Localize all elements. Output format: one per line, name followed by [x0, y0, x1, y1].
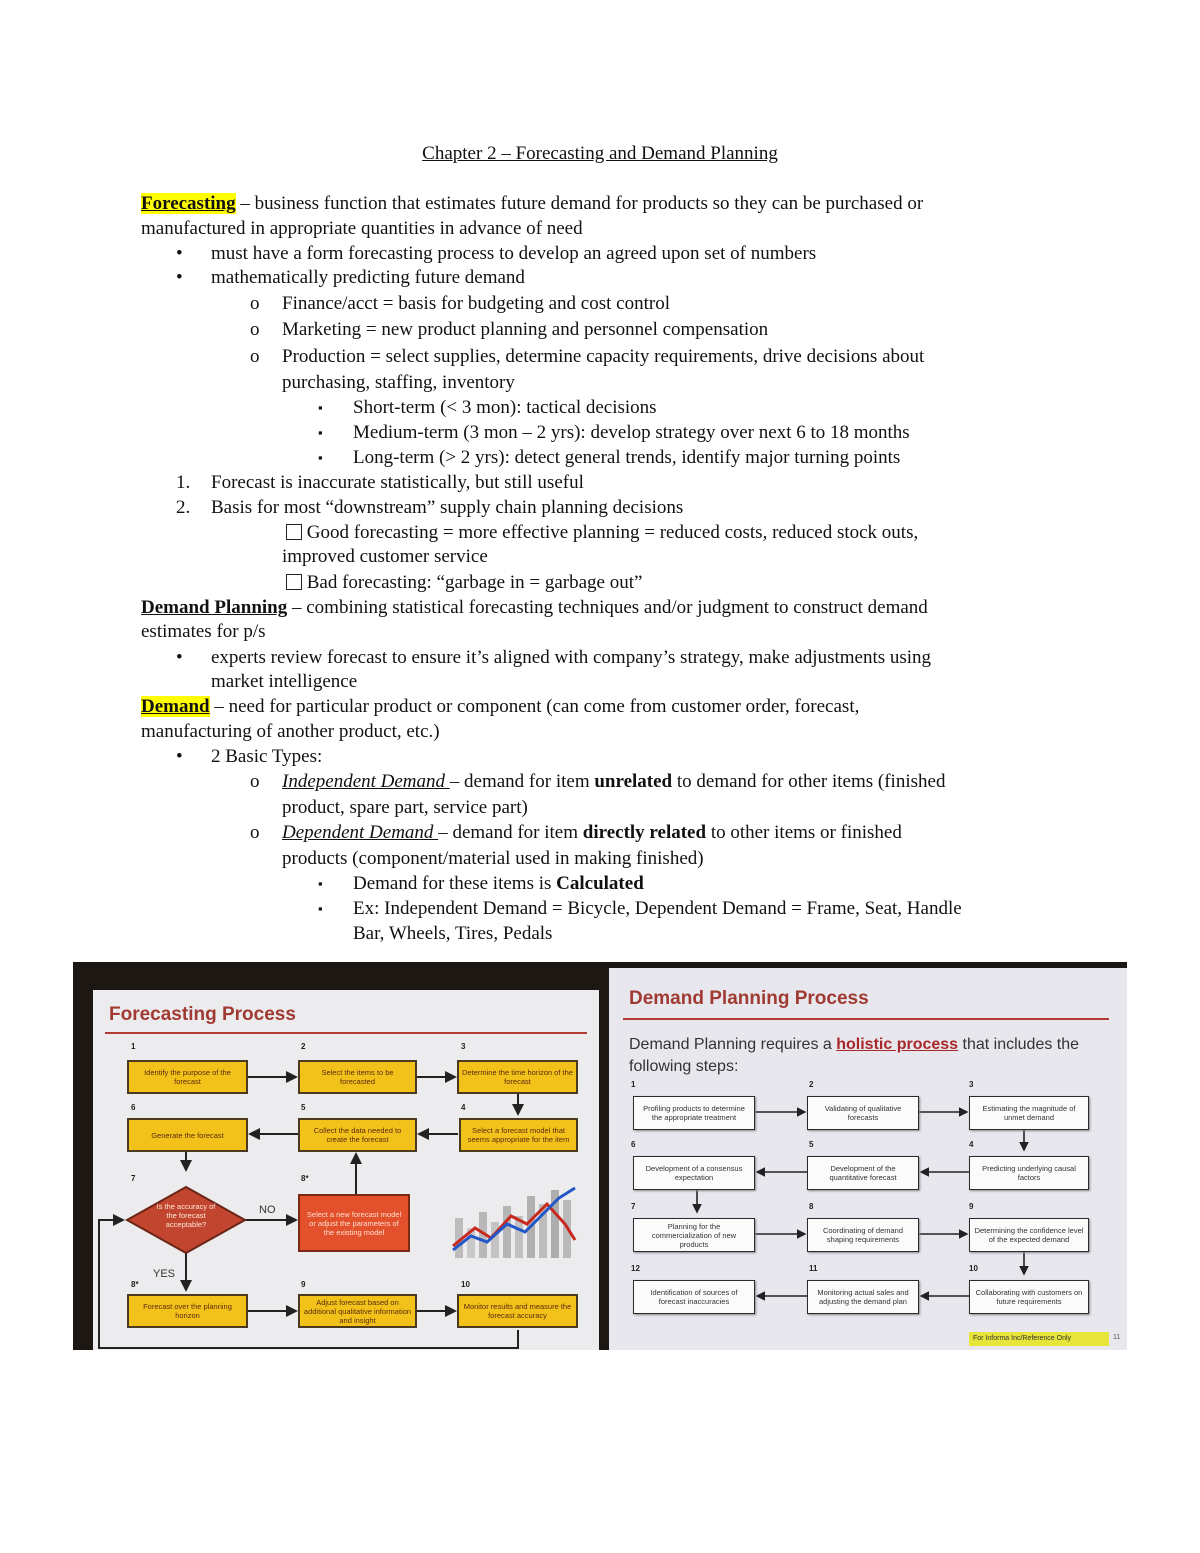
step-box-10: Monitor results and measure the forecast accuracy: [457, 1294, 578, 1328]
step-number: 6: [631, 1140, 636, 1149]
note-good-forecasting-cont: improved customer service: [282, 546, 488, 567]
demand-step-5: Development of the quantitative forecast: [807, 1156, 919, 1190]
bullet-disc: •: [176, 647, 183, 668]
forecasting-term-medium: Medium-term (3 mon – 2 yrs): develop strategy over next 6 to 18 months: [353, 422, 910, 443]
forecasting-sub-2: Marketing = new product planning and personnel compensation: [282, 319, 769, 340]
step-box-4: Select a forecast model that seems appropriate for the item: [459, 1118, 578, 1152]
forecasting-sub-3: Production = select supplies, determine capacity requirements, drive decisions about: [282, 346, 925, 367]
bullet-square: ▪: [318, 400, 323, 415]
forecasting-bullet-2: mathematically predicting future demand: [211, 267, 525, 288]
numbered-marker: 1.: [176, 472, 191, 493]
note-bad-forecasting: Bad forecasting: “garbage in = garbage out”: [286, 571, 642, 595]
forecasting-term: Forecasting: [141, 193, 236, 214]
demand-step-6: Development of a consensus expectation: [633, 1156, 755, 1190]
step-box-5: Collect the data needed to create the forecast: [298, 1118, 417, 1152]
step-number: 9: [301, 1280, 306, 1289]
numbered-marker: 2.: [176, 497, 191, 518]
step-number: 8*: [301, 1174, 309, 1183]
bullet-circle: o: [250, 293, 260, 314]
note-good-forecasting: Good forecasting = more effective planning = reduced costs, reduced stock outs,: [286, 521, 918, 545]
step-number: 7: [631, 1202, 636, 1211]
forecasting-slide-title: Forecasting Process: [109, 1004, 296, 1025]
example-line-cont: Bar, Wheels, Tires, Pedals: [353, 923, 553, 944]
forecasting-definition-cont: manufactured in appropriate quantities in advance of need: [141, 218, 583, 239]
step-number: 5: [809, 1140, 814, 1149]
no-label: NO: [259, 1204, 276, 1216]
yes-label: YES: [153, 1268, 176, 1280]
step-number: 11: [809, 1264, 818, 1273]
demand-step-2: Validating of qualitative forecasts: [807, 1096, 919, 1130]
demand-step-12: Identification of sources of forecast inaccuracies: [633, 1280, 755, 1314]
step-number: 3: [461, 1042, 466, 1051]
demand-definition-cont: manufacturing of another product, etc.): [141, 721, 440, 742]
slide-photos: [73, 962, 1127, 1350]
step-number: 8: [809, 1202, 814, 1211]
numbered-item-1: Forecast is inaccurate statistically, but still useful: [211, 472, 584, 493]
step-number: 5: [301, 1103, 306, 1112]
demand-step-11: Monitoring actual sales and adjusting the demand plan: [807, 1280, 919, 1314]
missing-glyph-icon: [286, 524, 302, 540]
slide-page-number: 11: [1113, 1334, 1121, 1341]
step-box-6: Generate the forecast: [127, 1118, 248, 1152]
demand-slide-title: Demand Planning Process: [629, 988, 869, 1009]
step-box-2: Select the items to be forecasted: [298, 1060, 417, 1094]
demand-planning-term: Demand Planning: [141, 597, 288, 618]
step-number: 2: [809, 1080, 814, 1089]
step-number: 8*: [131, 1280, 139, 1289]
bullet-square: ▪: [318, 450, 323, 465]
demand-step-10: Collaborating with customers on future requirements: [969, 1280, 1089, 1314]
demand-planning-bullet: experts review forecast to ensure it’s aligned with company’s strategy, make adjustments using: [211, 647, 932, 668]
forecasting-sub-3-cont: purchasing, staffing, inventory: [282, 372, 515, 393]
forecasting-bullet-1: must have a form forecasting process to develop an agreed upon set of numbers: [211, 243, 817, 264]
page-title: Chapter 2 – Forecasting and Demand Planning: [422, 143, 778, 164]
forecasting-sub-1: Finance/acct = basis for budgeting and cost control: [282, 293, 670, 314]
step-number: 2: [301, 1042, 306, 1051]
step-number: 4: [461, 1103, 466, 1112]
trend-chart-icon: [447, 1176, 582, 1266]
step-number: 10: [461, 1280, 470, 1289]
step-box-8-new-model: Select a new forecast model or adjust the parameters of the existing model: [298, 1194, 410, 1252]
step-number: 6: [131, 1103, 136, 1112]
bullet-square: ▪: [318, 425, 323, 440]
bullet-circle: o: [250, 346, 260, 367]
bullet-circle: o: [250, 771, 260, 792]
bullet-disc: •: [176, 746, 183, 767]
demand-types-bullet: 2 Basic Types:: [211, 746, 323, 767]
step-number: 12: [631, 1264, 640, 1273]
step-number: 7: [131, 1174, 136, 1183]
step-number: 1: [631, 1080, 636, 1089]
step-number: 9: [969, 1202, 974, 1211]
independent-demand-line: Independent Demand – demand for item unrelated to demand for other items (finished: [282, 771, 946, 792]
slide-footer: For Informa Inc/Reference Only: [969, 1332, 1109, 1346]
bullet-circle: o: [250, 319, 260, 340]
bullet-square: ▪: [318, 901, 323, 916]
dependent-demand-term: Dependent Demand: [282, 822, 439, 843]
step-box-1: Identify the purpose of the forecast: [127, 1060, 248, 1094]
step-number: 3: [969, 1080, 974, 1089]
step-box-9: Adjust forecast based on additional qualitative information and insight: [298, 1294, 417, 1328]
bullet-circle: o: [250, 822, 260, 843]
forecasting-definition: Forecasting – business function that estimates future demand for products so they can be purchased or: [141, 193, 924, 214]
missing-glyph-icon: [286, 574, 302, 590]
demand-step-1: Profiling products to determine the appropriate treatment: [633, 1096, 755, 1130]
demand-step-8: Coordinating of demand shaping requirements: [807, 1218, 919, 1252]
step-box-3: Determine the time horizon of the forecast: [457, 1060, 578, 1094]
forecasting-term-long: Long-term (> 2 yrs): detect general trends, identify major turning points: [353, 447, 901, 468]
dependent-demand-cont: products (component/material used in making finished): [282, 848, 704, 869]
step-number: 4: [969, 1140, 974, 1149]
bullet-disc: •: [176, 267, 183, 288]
independent-demand-term: Independent Demand: [282, 771, 450, 792]
demand-planning-slide: [609, 968, 1127, 1350]
decision-text: Is the accuracy of the forecast acceptable?: [156, 1202, 216, 1229]
demand-planning-definition-cont: estimates for p/s: [141, 621, 266, 642]
demand-definition: Demand – need for particular product or component (can come from customer order, forecast,: [141, 696, 860, 717]
example-line: Ex: Independent Demand = Bicycle, Dependent Demand = Frame, Seat, Handle: [353, 898, 962, 919]
dependent-demand-line: Dependent Demand – demand for item directly related to other items or finished: [282, 822, 902, 843]
demand-step-7: Planning for the commercialization of new products: [633, 1218, 755, 1252]
forecasting-term-short: Short-term (< 3 mon): tactical decisions: [353, 397, 657, 418]
bullet-square: ▪: [318, 876, 323, 891]
step-box-8-forecast: Forecast over the planning horizon: [127, 1294, 248, 1328]
independent-demand-cont: product, spare part, service part): [282, 797, 528, 818]
step-number: 1: [131, 1042, 136, 1051]
step-number: 10: [969, 1264, 978, 1273]
demand-step-4: Predicting underlying causal factors: [969, 1156, 1089, 1190]
demand-term: Demand: [141, 696, 210, 717]
demand-step-9: Determining the confidence level of the expected demand: [969, 1218, 1089, 1252]
numbered-item-2: Basis for most “downstream” supply chain planning decisions: [211, 497, 684, 518]
forecasting-process-slide: [93, 990, 599, 1350]
demand-planning-bullet-cont: market intelligence: [211, 671, 358, 692]
calculated-line: Demand for these items is Calculated: [353, 873, 644, 894]
demand-planning-definition: Demand Planning – combining statistical forecasting techniques and/or judgment to construct demand: [141, 597, 928, 618]
bullet-disc: •: [176, 243, 183, 264]
demand-slide-intro: Demand Planning requires a holistic process that includes the following steps:: [629, 1036, 1080, 1075]
demand-step-3: Estimating the magnitude of unmet demand: [969, 1096, 1089, 1130]
